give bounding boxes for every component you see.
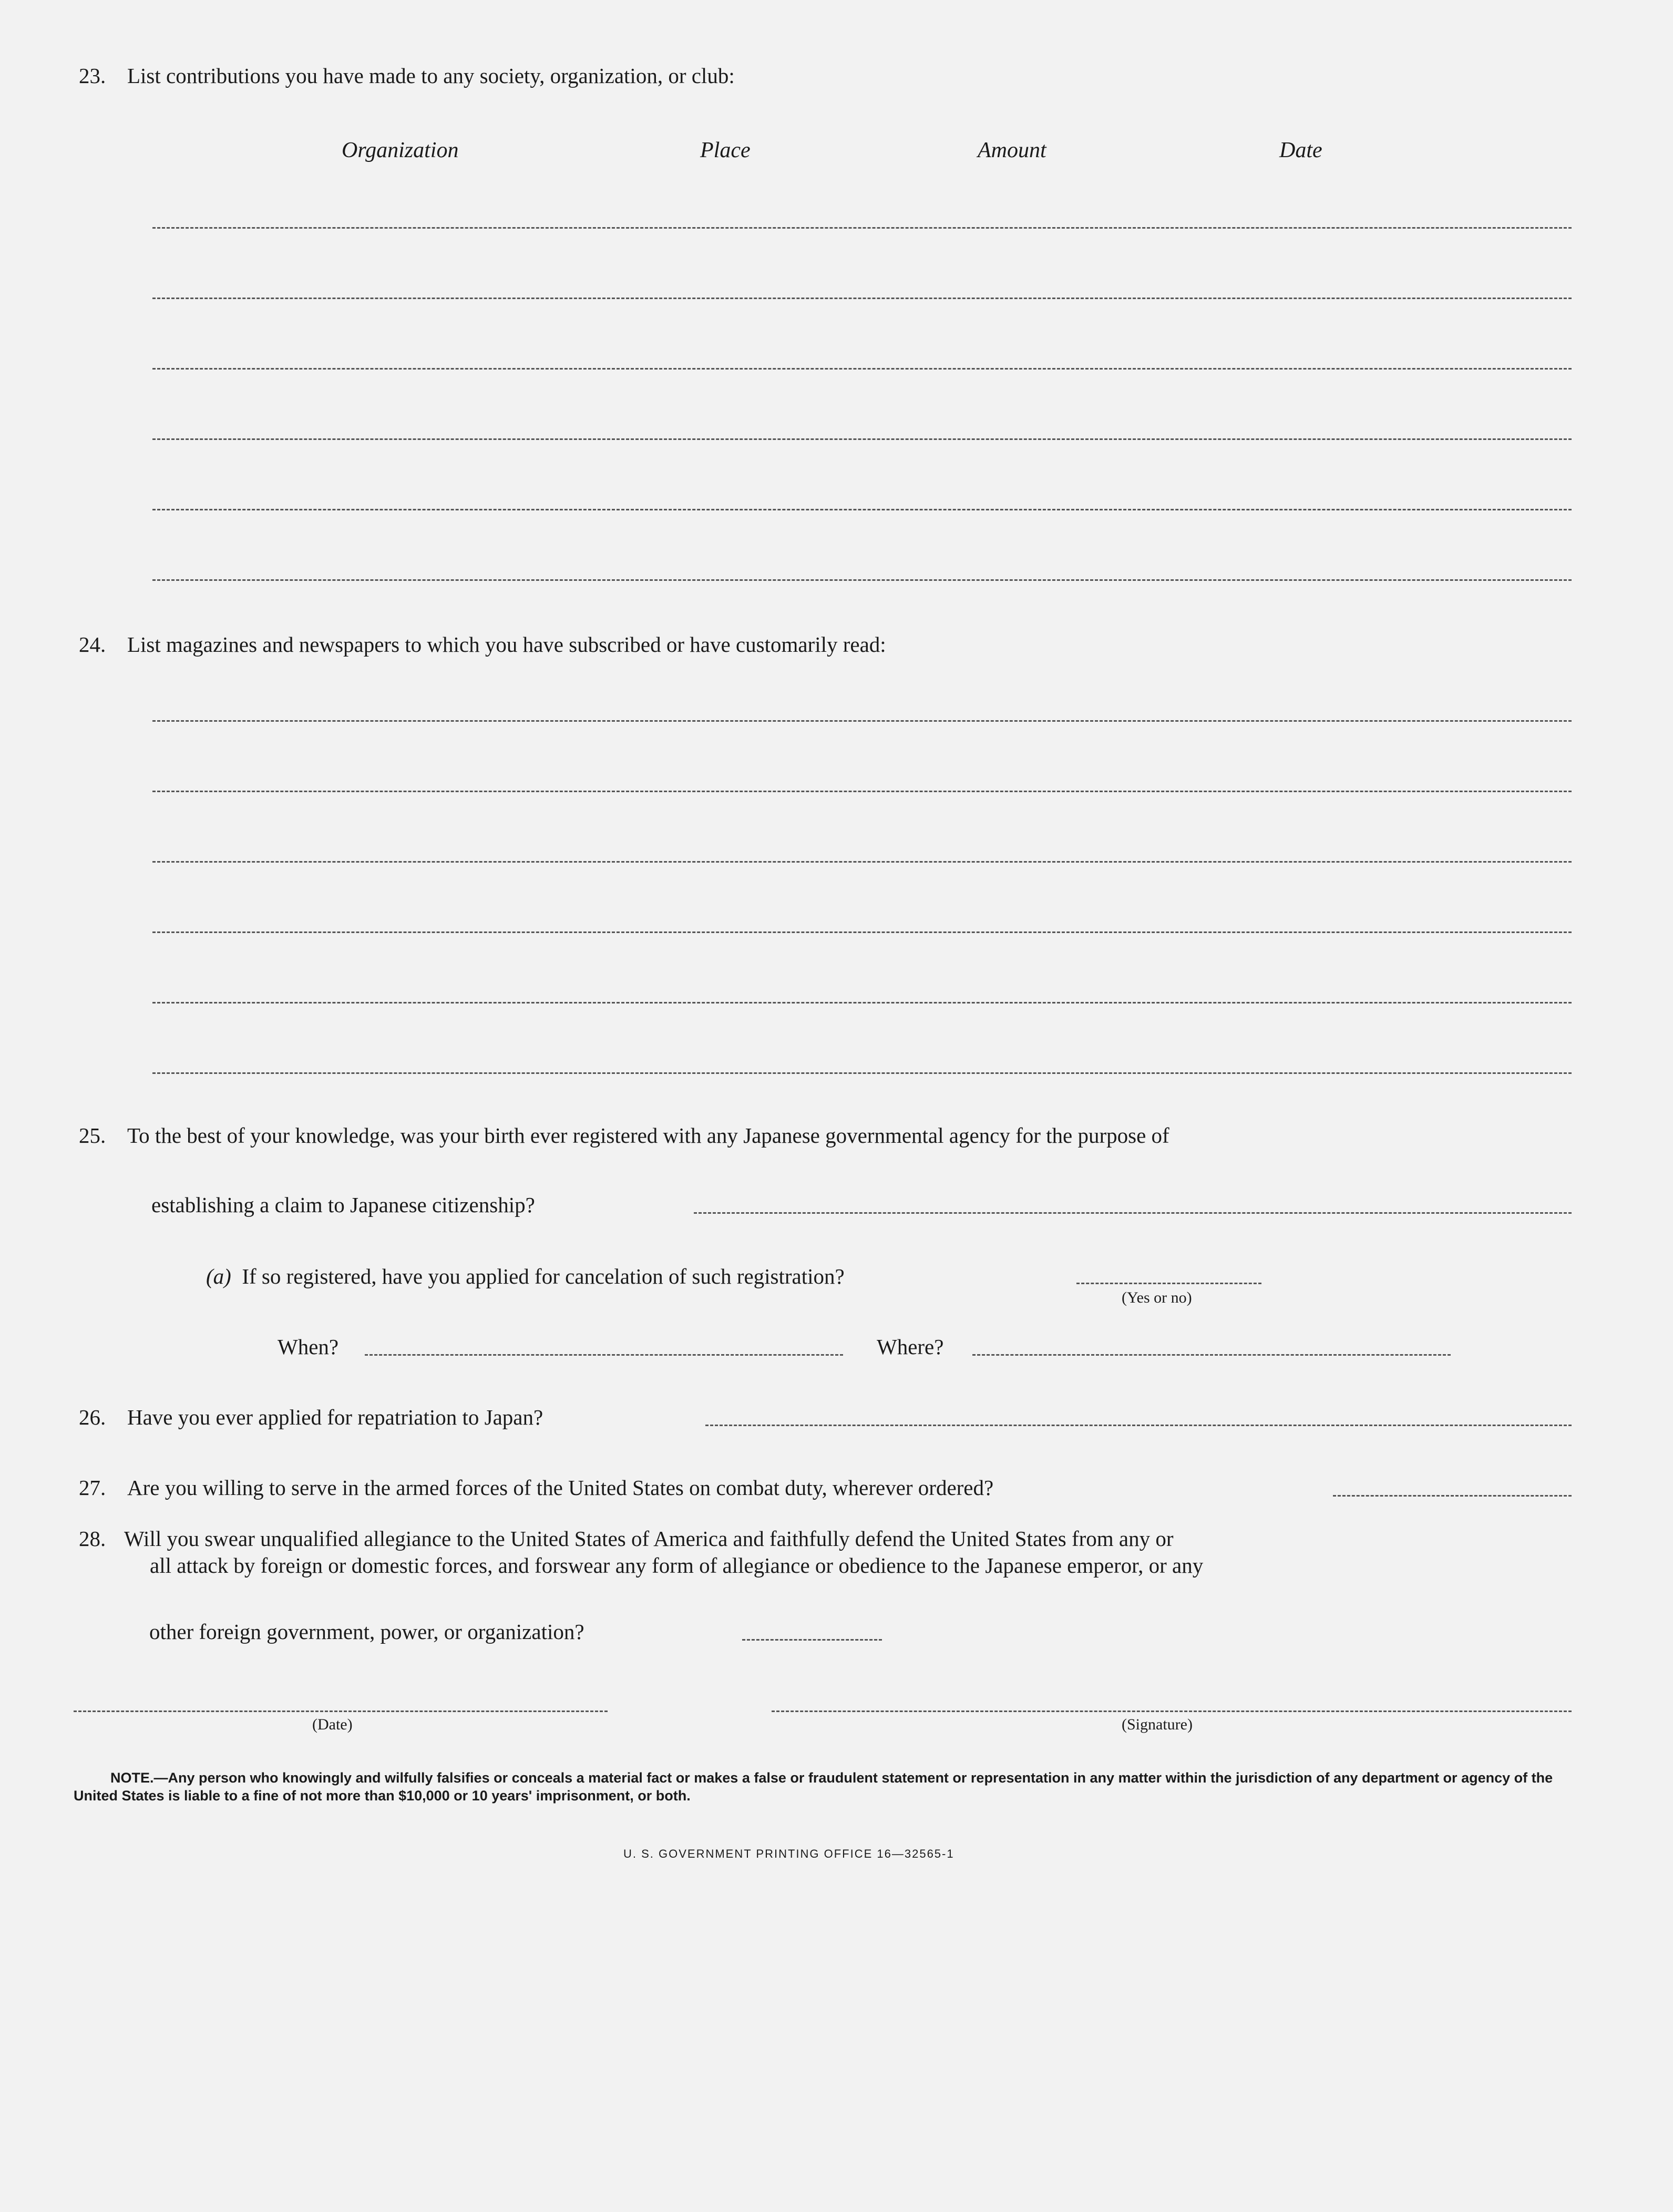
- date-line[interactable]: [74, 1711, 608, 1712]
- legal-note: NOTE.—Any person who knowingly and wilfully falsifies or conceals a material fact or makes a false or fraudulent statement or representation in any matter within the jurisdiction of any department or agency of the United States is liable to a fine of not more than $10,000 or 10 years' imprisonment, or both.: [74, 1770, 1553, 1804]
- q23-question: [79, 65, 735, 87]
- q25a-hint: (Yes or no): [1122, 1289, 1192, 1306]
- q26-number: 26.: [79, 1405, 106, 1429]
- q23-text: List contributions you have made to any society, organization, or club:: [127, 64, 735, 88]
- q23-number: 23.: [79, 64, 106, 88]
- q23-answer-line-3[interactable]: [152, 368, 1572, 370]
- q26-answer-line[interactable]: [705, 1425, 1572, 1426]
- q28-number: 28.: [79, 1527, 106, 1551]
- q27-answer-line[interactable]: [1333, 1495, 1572, 1497]
- q23-col-date: Date: [1279, 138, 1322, 162]
- q24-answer-line-1[interactable]: [152, 720, 1572, 722]
- q25a-question: [206, 1266, 845, 1287]
- q24-answer-line-5[interactable]: [152, 1002, 1572, 1003]
- q25-answer-line[interactable]: [694, 1212, 1572, 1214]
- q23-col-amount: Amount: [978, 138, 1046, 162]
- q25-when-label: When?: [278, 1335, 339, 1359]
- q24-answer-line-4[interactable]: [152, 931, 1572, 933]
- q28-question: [79, 1525, 1577, 1580]
- q24-number: 24.: [79, 632, 106, 657]
- q24-answer-line-2[interactable]: [152, 791, 1572, 792]
- q28-line3: other foreign government, power, or organization?: [149, 1620, 584, 1644]
- q25-where-answer-line[interactable]: [972, 1354, 1451, 1356]
- q24-question: [79, 634, 886, 656]
- q25-line2: establishing a claim to Japanese citizenship?: [151, 1193, 535, 1217]
- q23-col-place: Place: [700, 138, 751, 162]
- q23-answer-line-2[interactable]: [152, 298, 1572, 299]
- q25-number: 25.: [79, 1123, 106, 1148]
- q23-answer-line-4[interactable]: [152, 438, 1572, 440]
- q25-question: [79, 1125, 1169, 1146]
- q24-text: List magazines and newspapers to which you have subscribed or have customarily read:: [127, 632, 886, 657]
- q23-answer-line-5[interactable]: [152, 509, 1572, 510]
- date-label: (Date): [312, 1716, 353, 1733]
- q25-line1: To the best of your knowledge, was your birth ever registered with any Japanese governmental agency for the purpose of: [127, 1123, 1169, 1148]
- q25-when-answer-line[interactable]: [365, 1354, 843, 1356]
- q24-answer-line-6[interactable]: [152, 1072, 1572, 1074]
- signature-line[interactable]: [772, 1711, 1572, 1712]
- q25a-label: (a): [206, 1264, 231, 1288]
- q23-answer-line-6[interactable]: [152, 579, 1572, 581]
- q28-answer-line[interactable]: [742, 1639, 882, 1641]
- q25a-answer-line[interactable]: [1076, 1283, 1261, 1284]
- q28-line1: Will you swear unqualified allegiance to the United States of America and faithfully defend the United States from any or: [124, 1527, 1174, 1551]
- printing-office-imprint: U. S. GOVERNMENT PRINTING OFFICE 16—32565-1: [623, 1847, 954, 1860]
- q27-text: Are you willing to serve in the armed forces of the United States on combat duty, wherever ordered?: [127, 1476, 994, 1500]
- q27-number: 27.: [79, 1476, 106, 1500]
- q23-col-organization: Organization: [342, 138, 459, 162]
- q25a-text: If so registered, have you applied for cancelation of such registration?: [242, 1264, 845, 1288]
- signature-label: (Signature): [1122, 1716, 1193, 1733]
- q28-line2: all attack by foreign or domestic forces, and forswear any form of allegiance or obedience to the Japanese emperor, or any: [150, 1553, 1204, 1578]
- q27-question: [79, 1477, 993, 1499]
- q24-answer-line-3[interactable]: [152, 861, 1572, 863]
- q26-question: [79, 1407, 543, 1428]
- q23-answer-line-1[interactable]: [152, 227, 1572, 229]
- q25-where-label: Where?: [877, 1335, 944, 1359]
- q26-text: Have you ever applied for repatriation to Japan?: [127, 1405, 543, 1429]
